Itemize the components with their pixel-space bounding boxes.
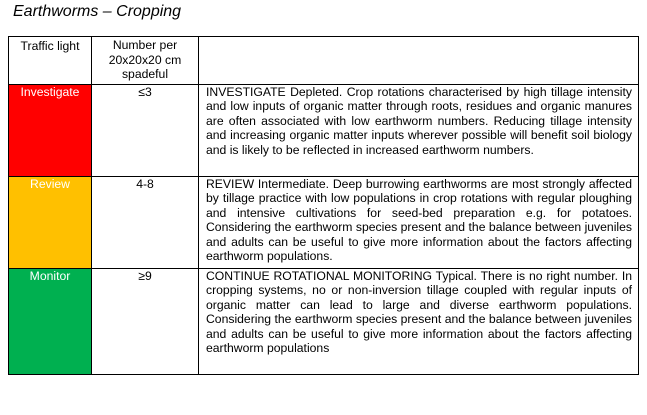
- description-cell: REVIEW Intermediate. Deep burrowing earthworms are most strongly affected by tillage practice with low populations in crop rotations with regular ploughing and intensive cultivations for seed-bed preparation e.g. for potatoes. Considering the earthworm species present and the balance between juveniles and adults can be useful to give more information about the factors affecting earthworm populations.: [199, 176, 639, 268]
- description-cell: CONTINUE ROTATIONAL MONITORING Typical. There is no right number. In cropping systems, no or non-inversion tillage coupled with regular inputs of organic matter can lead to large and diverse earthworm populations. Considering the earthworm species present and the balance between juveniles and adults can be useful to give more information about the factors affecting earthworm populations: [199, 268, 639, 374]
- description-cell: INVESTIGATE Depleted. Crop rotations characterised by high tillage intensity and low inputs of organic matter through roots, residues and organic manures are often associated with low earthworm numbers. Reducing tillage intensity and increasing organic matter inputs wherever possible will benefit soil biology and is likely to be reflected in increased earthworm numbers.: [199, 84, 639, 176]
- number-cell: ≤3: [92, 84, 199, 176]
- page-title: Earthworms – Cropping: [13, 3, 182, 20]
- traffic-light-cell: Review: [9, 176, 92, 268]
- earthworm-table: [8, 36, 639, 375]
- traffic-light-cell: Investigate: [9, 84, 92, 176]
- table-header-row: [9, 37, 639, 85]
- table-row: [9, 84, 639, 176]
- traffic-light-cell: Monitor: [9, 268, 92, 374]
- table-row: [9, 176, 639, 268]
- header-number: Number per 20x20x20 cm spadeful: [92, 37, 199, 85]
- number-cell: 4-8: [92, 176, 199, 268]
- header-traffic-light: Traffic light: [9, 37, 92, 85]
- table-row: [9, 268, 639, 374]
- header-description: [199, 37, 639, 85]
- number-cell: ≥9: [92, 268, 199, 374]
